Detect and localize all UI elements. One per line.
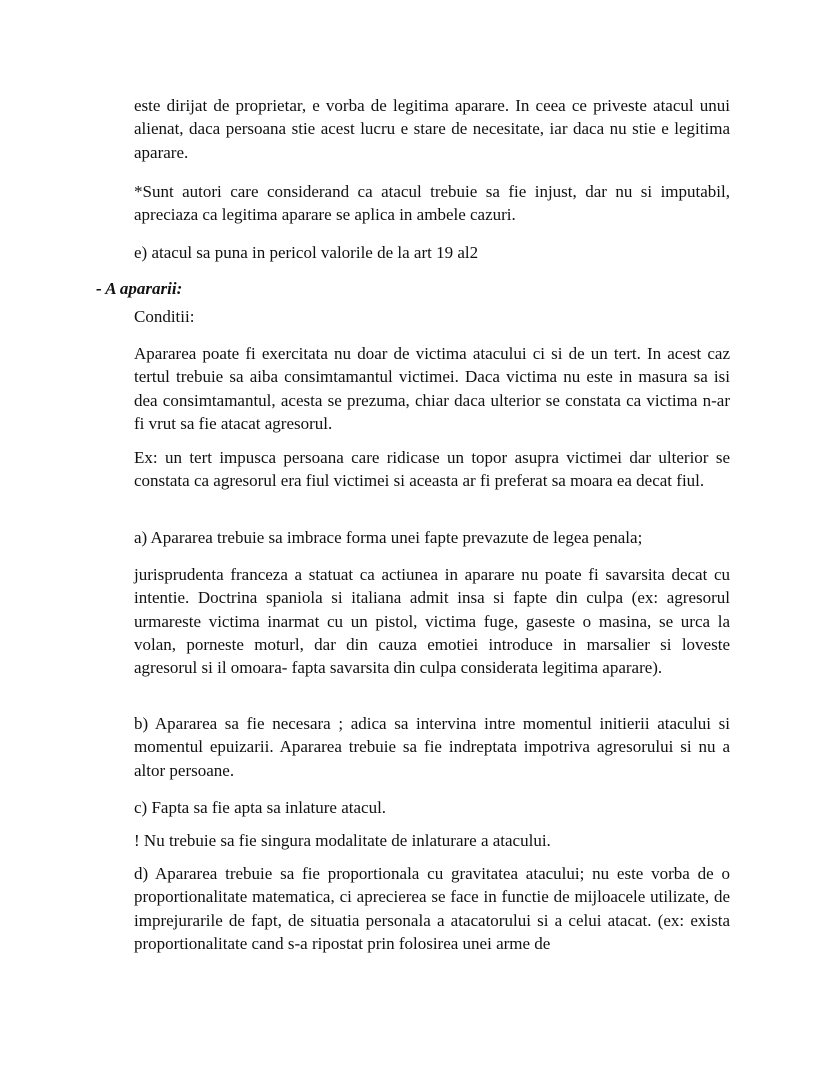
paragraph-example-tert: Ex: un tert impusca persoana care ridicase un topor asupra victimei dar ulterior se constata ca agresorul era fiul victimei si aceasta ar fi preferat sa moara ea decat fiul. — [134, 448, 730, 491]
paragraph-condition-a: a) Apararea trebuie sa imbrace forma unei fapte prevazute de legea penala; — [134, 528, 643, 547]
paragraph-condition-e: e) atacul sa puna in pericol valorile de la art 19 al2 — [134, 243, 479, 262]
paragraph-autori-note: *Sunt autori care considerand ca atacul trebuie sa fie injust, dar nu si imputabil, apreciaza ca legitima aparare se aplica in ambele cazuri. — [134, 182, 730, 225]
section-heading-apararii: - A apararii: — [96, 279, 183, 298]
paragraph-condition-d: d) Apararea trebuie sa fie proportionala cu gravitatea atacului; nu este vorba de o proportionalitate matematica, ci aprecierea se face in functie de mijloacele utilizate, de imprejurarile de fapt, de situatia personala a atacatorului si a celui atacat. (ex: exista proportionalitate cand s-a ripostat prin folosirea unei arme de — [134, 864, 730, 953]
paragraph-tert: Apararea poate fi exercitata nu doar de victima atacului ci si de un tert. In acest caz tertul trebuie sa aiba consimtamantul victimei. Daca victima nu este in masura sa isi dea consimtamantul, acesta se prezuma, chiar daca ulterior se constata ca victima n-ar fi vrut sa fie atacat agresorul. — [134, 344, 730, 433]
paragraph-condition-c: c) Fapta sa fie apta sa inlature atacul. — [134, 798, 387, 817]
paragraph-proprietar: este dirijat de proprietar, e vorba de legitima aparare. In ceea ce priveste atacul unui alienat, daca persoana stie acest lucru e stare de necesitate, iar daca nu stie e legitima aparare. — [134, 96, 730, 162]
paragraph-conditii: Conditii: — [134, 307, 195, 326]
paragraph-condition-b: b) Apararea sa fie necesara ; adica sa intervina intre momentul initierii atacului si momentul epuizarii. Apararea trebuie sa fie indreptata impotriva agresorului si nu a altor persoane. — [134, 714, 730, 780]
paragraph-jurisprudenta: jurisprudenta franceza a statuat ca actiunea in aparare nu poate fi savarsita decat cu intentie. Doctrina spaniola si italiana admit insa si fapte din culpa (ex: agresorul urmareste victima inarmat cu un pistol, victima fuge, gaseste o masina, se urca la volan, porneste moturl, dar din cauza emotiei introduce in marsalier si loveste agresorul si il omoara- fapta savarsita din culpa considerata legitima aparare). — [134, 565, 730, 678]
paragraph-note-singura: ! Nu trebuie sa fie singura modalitate de inlaturare a atacului. — [134, 831, 551, 850]
